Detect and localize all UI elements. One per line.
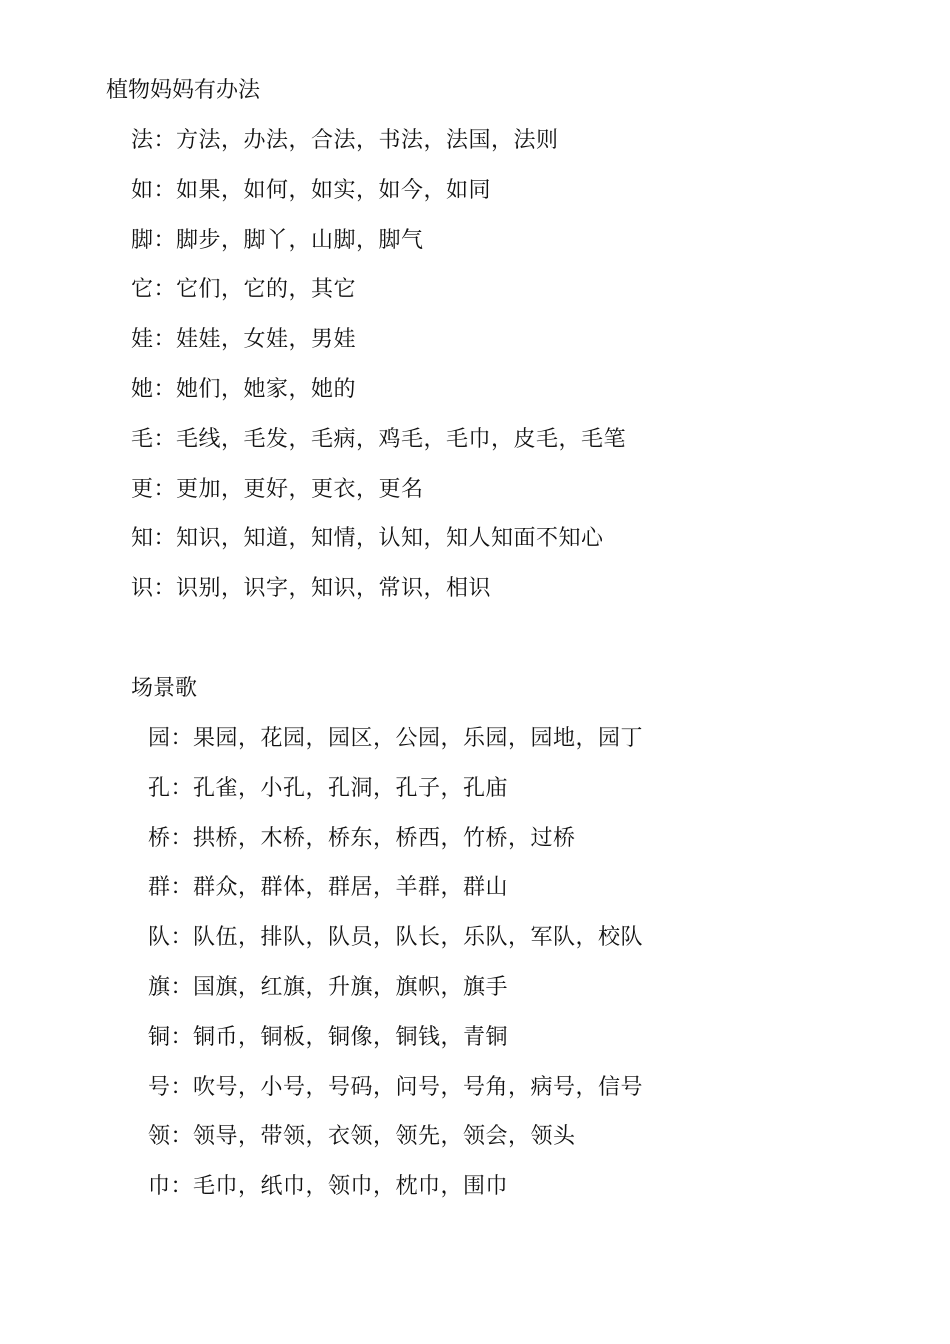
entry-row bbox=[148, 1122, 643, 1172]
entry-separator: ： bbox=[170, 1074, 194, 1100]
entry-separator: ： bbox=[153, 327, 177, 353]
entry-char: 她 bbox=[131, 376, 154, 402]
entry-words: 拱桥，木桥，桥东，桥西，竹桥，过桥 bbox=[193, 825, 576, 851]
entry-char: 旗 bbox=[148, 974, 171, 1000]
entry-char: 桥 bbox=[148, 825, 171, 851]
entry-char: 园 bbox=[148, 726, 171, 751]
entry-row bbox=[148, 1023, 643, 1073]
entry-words: 毛巾，纸巾，领巾，枕巾，围巾 bbox=[193, 1174, 509, 1200]
entry-row bbox=[148, 973, 643, 1023]
entry-words: 更加，更好，更衣，更名 bbox=[176, 476, 424, 502]
entry-char: 识 bbox=[131, 576, 154, 602]
entry-row bbox=[148, 923, 643, 973]
entry-char: 娃 bbox=[131, 327, 154, 353]
entry-separator: ： bbox=[153, 476, 177, 502]
entry-separator: ： bbox=[153, 128, 177, 153]
entry-char: 队 bbox=[148, 925, 171, 951]
entry-separator: ： bbox=[153, 376, 177, 402]
entry-words: 吹号，小号，号码，问号，号角，病号，信号 bbox=[193, 1074, 644, 1100]
entry-char: 号 bbox=[148, 1074, 171, 1100]
entry-separator: ： bbox=[170, 925, 194, 951]
entry-words: 脚步，脚丫，山脚，脚气 bbox=[176, 227, 424, 253]
entry-separator: ： bbox=[153, 177, 177, 203]
entry-row bbox=[131, 325, 626, 375]
entry-row bbox=[148, 1172, 643, 1222]
entry-separator: ： bbox=[170, 775, 194, 801]
entry-char: 毛 bbox=[131, 426, 154, 452]
entry-words: 识别，识字，知识，常识，相识 bbox=[176, 576, 492, 602]
entry-row bbox=[131, 226, 626, 276]
entry-separator: ： bbox=[153, 227, 177, 253]
section-title: 场景歌 bbox=[131, 676, 198, 701]
entry-words: 群众，群体，群居，羊群，群山 bbox=[193, 875, 509, 901]
entry-row bbox=[148, 1073, 643, 1123]
entry-words: 她们，她家，她的 bbox=[176, 376, 357, 402]
entry-separator: ： bbox=[153, 526, 177, 552]
entry-words: 孔雀，小孔，孔洞，孔子，孔庙 bbox=[193, 775, 509, 801]
entry-separator: ： bbox=[153, 277, 177, 303]
entry-row bbox=[131, 524, 626, 574]
entry-char: 群 bbox=[148, 875, 171, 901]
section-title: 植物妈妈有办法 bbox=[106, 78, 261, 103]
entry-list bbox=[148, 724, 643, 1222]
entry-words: 娃娃，女娃，男娃 bbox=[176, 327, 357, 353]
entry-row bbox=[148, 873, 643, 923]
entry-row bbox=[131, 574, 626, 624]
entry-words: 队伍，排队，队员，队长，乐队，军队，校队 bbox=[193, 925, 644, 951]
entry-words: 它们，它的，其它 bbox=[176, 277, 357, 303]
entry-char: 它 bbox=[131, 277, 154, 303]
entry-char: 领 bbox=[148, 1124, 171, 1150]
entry-row bbox=[131, 375, 626, 425]
entry-char: 孔 bbox=[148, 775, 171, 801]
entry-char: 巾 bbox=[148, 1174, 171, 1200]
entry-row bbox=[131, 126, 626, 176]
entry-separator: ： bbox=[153, 426, 177, 452]
entry-char: 更 bbox=[131, 476, 154, 502]
entry-words: 方法，办法，合法，书法，法国，法则 bbox=[176, 128, 559, 153]
entry-words: 如果，如何，如实，如今，如同 bbox=[176, 177, 492, 203]
entry-separator: ： bbox=[170, 825, 194, 851]
entry-separator: ： bbox=[170, 974, 194, 1000]
entry-words: 领导，带领，衣领，领先，领会，领头 bbox=[193, 1124, 576, 1150]
entry-separator: ： bbox=[170, 726, 194, 751]
entry-row bbox=[148, 824, 643, 874]
entry-char: 知 bbox=[131, 526, 154, 552]
entry-words: 知识，知道，知情，认知，知人知面不知心 bbox=[176, 526, 604, 552]
entry-words: 毛线，毛发，毛病，鸡毛，毛巾，皮毛，毛笔 bbox=[176, 426, 627, 452]
entry-words: 铜币，铜板，铜像，铜钱，青铜 bbox=[193, 1024, 509, 1050]
entry-row bbox=[148, 724, 643, 774]
entry-row bbox=[131, 425, 626, 475]
entry-separator: ： bbox=[170, 875, 194, 901]
entry-separator: ： bbox=[170, 1174, 194, 1200]
entry-row bbox=[131, 275, 626, 325]
entry-separator: ： bbox=[170, 1124, 194, 1150]
entry-separator: ： bbox=[153, 576, 177, 602]
entry-char: 铜 bbox=[148, 1024, 171, 1050]
entry-row bbox=[131, 475, 626, 525]
entry-row bbox=[148, 774, 643, 824]
entry-list bbox=[131, 126, 626, 624]
entry-char: 法 bbox=[131, 128, 154, 153]
entry-separator: ： bbox=[170, 1024, 194, 1050]
entry-row bbox=[131, 176, 626, 226]
entry-char: 如 bbox=[131, 177, 154, 203]
entry-char: 脚 bbox=[131, 227, 154, 253]
entry-words: 果园，花园，园区，公园，乐园，园地，园丁 bbox=[193, 726, 644, 751]
entry-words: 国旗，红旗，升旗，旗帜，旗手 bbox=[193, 974, 509, 1000]
